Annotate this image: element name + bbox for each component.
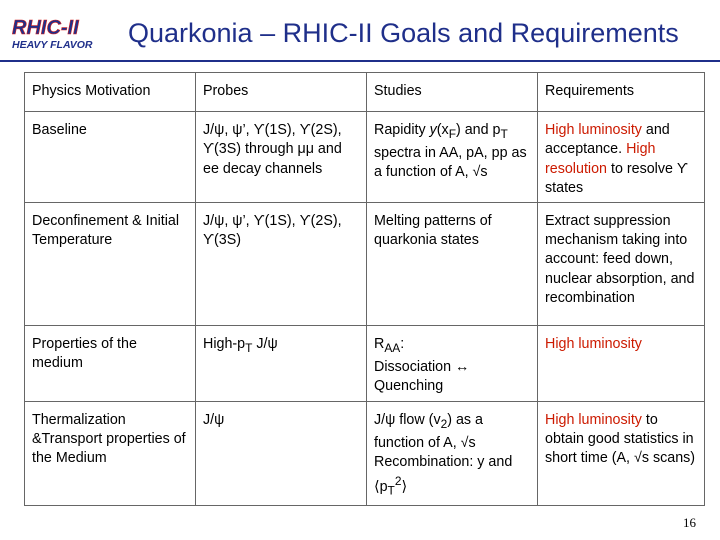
page-number: 16	[683, 515, 696, 530]
subscript-t: T	[500, 127, 508, 142]
text-span: J/ψ	[252, 336, 278, 353]
cell-requirements: Extract suppression mechanism taking into account: feed down, nuclear absorption, and recombination	[538, 203, 705, 326]
highlight-text: High luminosity	[545, 412, 642, 429]
subscript-f: F	[448, 127, 456, 142]
superscript-2: 2	[394, 474, 402, 489]
cell-motivation: Baseline	[25, 112, 196, 203]
rhic-ii-logo	[10, 14, 110, 54]
text-span: ⟩	[401, 479, 408, 496]
subscript-t: T	[387, 484, 395, 499]
subscript-2: 2	[440, 416, 448, 431]
cell-motivation: Properties of the medium	[25, 326, 196, 402]
cell-studies	[367, 402, 538, 506]
cell-requirements	[538, 112, 705, 203]
highlight-text: High luminosity	[545, 122, 642, 139]
cell-probes	[196, 326, 367, 402]
text-span: to obtain good statistics in short time (A, √s scans)	[545, 412, 696, 467]
rhic-ii-logo-graphic	[10, 14, 110, 54]
text-span: and acceptance.	[545, 122, 670, 158]
cell-probes: J/ψ	[196, 402, 367, 506]
table-row-thermalization	[25, 402, 705, 506]
table-row-deconfinement	[25, 203, 705, 326]
logo-sub-text: HEAVY FLAVOR	[12, 39, 93, 51]
highlight-text: High resolution	[545, 141, 656, 177]
cell-motivation: Thermalization &Transport properties of the Medium	[25, 402, 196, 506]
cell-studies: Melting patterns of quarkonia states	[367, 203, 538, 326]
header-probes: Probes	[196, 73, 367, 112]
text-span: Rapidity	[374, 122, 430, 139]
subscript-aa: AA	[384, 340, 401, 355]
logo-main-text: RHIC-II	[12, 17, 79, 39]
slide-title: Quarkonia – RHIC-II Goals and Requirements	[128, 18, 679, 48]
table-row-baseline	[25, 112, 705, 203]
text-span: Recombination: y and ⟨p	[374, 454, 513, 496]
text-span: to resolve ϒ states	[545, 160, 688, 196]
header-requirements: Requirements	[538, 73, 705, 112]
title-divider	[0, 60, 720, 62]
text-span: ) and p	[455, 122, 501, 139]
text-span: Quenching	[374, 378, 444, 395]
cell-studies	[367, 112, 538, 203]
header-studies: Studies	[367, 73, 538, 112]
text-span: ) as a function of A, √s	[374, 412, 483, 452]
text-span: High-p	[203, 336, 246, 353]
var-y: y	[429, 122, 437, 139]
table-header-row	[25, 73, 705, 112]
subscript-t: T	[245, 340, 253, 355]
cell-motivation: Deconfinement & Initial Temperature	[25, 203, 196, 326]
cell-requirements	[538, 402, 705, 506]
cell-studies	[367, 326, 538, 402]
text-span: :	[400, 336, 405, 353]
text-span: Dissociation ↔	[374, 359, 470, 376]
cell-probes: J/ψ, ψ’, ϒ(1S), ϒ(2S), ϒ(3S) through μμ and ee decay channels	[196, 112, 367, 203]
table-row-properties	[25, 326, 705, 402]
text-span: (x	[436, 122, 449, 139]
text-span: R	[374, 336, 385, 353]
header-physics-motivation: Physics Motivation	[25, 73, 196, 112]
text-span: spectra in AA, pA, pp as a function of A, √s	[374, 145, 527, 181]
cell-requirements: High luminosity	[538, 326, 705, 402]
requirements-table	[24, 72, 705, 506]
text-span: J/ψ flow (v	[374, 412, 441, 429]
cell-probes: J/ψ, ψ’, ϒ(1S), ϒ(2S), ϒ(3S)	[196, 203, 367, 326]
